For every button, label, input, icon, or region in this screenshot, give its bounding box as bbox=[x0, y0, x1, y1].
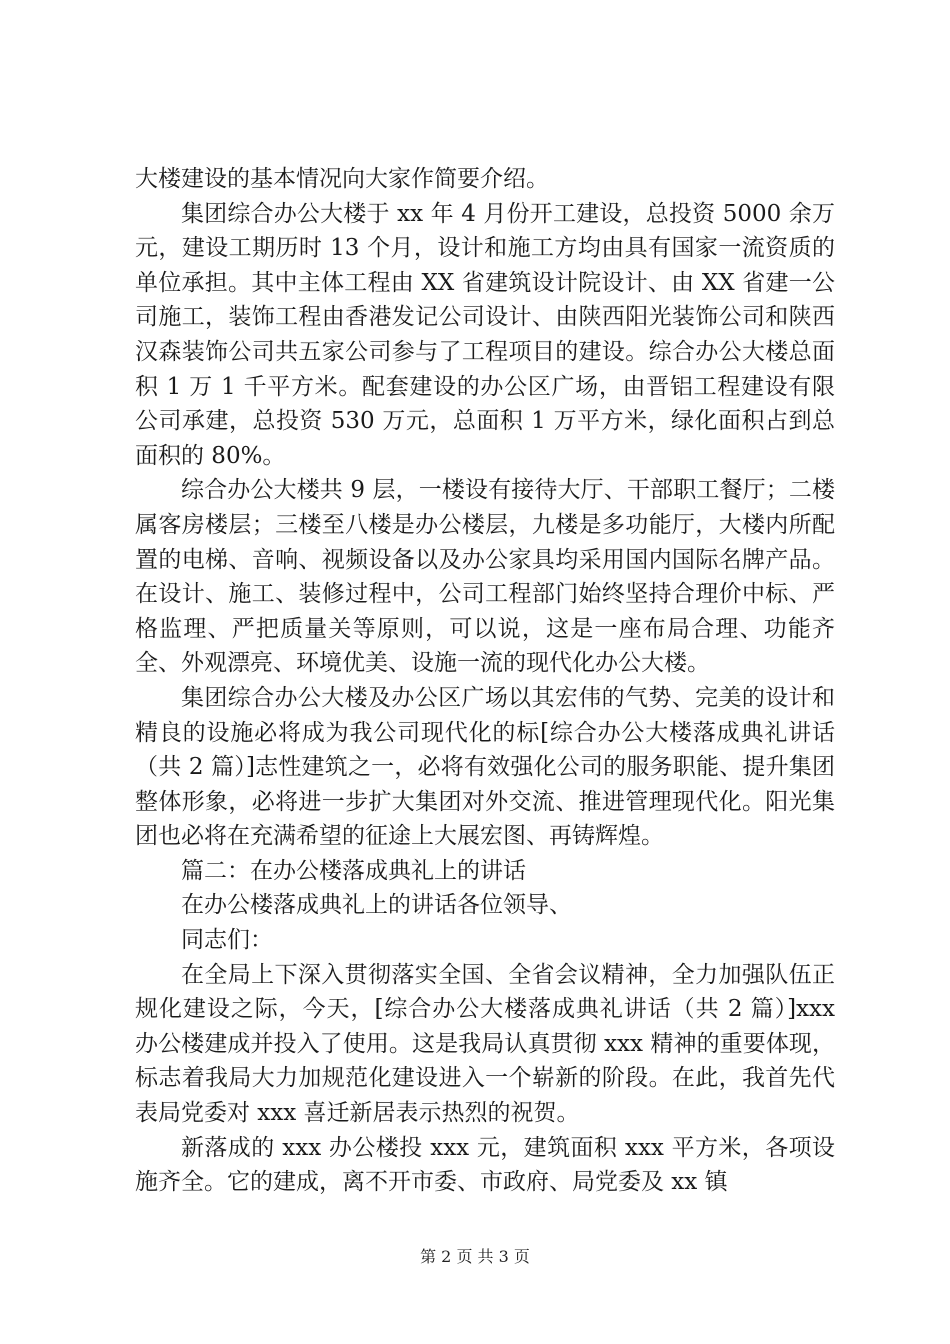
paragraph-1: 大楼建设的基本情况向大家作简要介绍。 bbox=[135, 166, 549, 192]
speech-title-line: 在办公楼落成典礼上的讲话各位领导、 bbox=[181, 892, 572, 919]
page-footer: 第 2 页 共 3 页 bbox=[420, 1247, 530, 1266]
paragraph-4: 集团综合办公大楼及办公区广场以其宏伟的气势、完美的设计和精良的设施必将成为我公司现代化的标[综合办公大楼落成典礼讲话（共 2 篇）]志性建筑之一，必将有效强化公司的服务职能、提升集团整体形象，必将进一步扩大集团对外交流、推进管理现代化。阳光集团也必将在充满希望的征途上大展宏图、再铸辉煌。 bbox=[135, 684, 835, 850]
paragraph-2: 集团综合办公大楼于 xx 年 4 月份开工建设，总投资 5000 余万元，建设工期历时 13 个月，设计和施工方均由具有国家一流资质的单位承担。其中主体工程由 XX 省建筑设计院设计、由 XX 省建一公司施工，装饰工程由香港发记公司设计、由陕西阳光装饰公司和陕西汉森装饰公司共五家公司参与了工程项目的建设。综合办公大楼总面积 1 万 1 千平方米。配套建设的办公区广场，由晋铝工程建设有限公司承建，总投资 530 万元，总面积 1 万平方米，绿化面积占到总面积的 80%。 bbox=[135, 200, 835, 469]
paragraph-3: 综合办公大楼共 9 层，一楼设有接待大厅、干部职工餐厅；二楼属客房楼层；三楼至八楼是办公楼层，九楼是多功能厅，大楼内所配置的电梯、音响、视频设备以及办公家具均采用国内国际名牌产品。在设计、施工、装修过程中，公司工程部门始终坚持合理价中标、严格监理、严把质量关等原则，可以说，这是一座布局合理、功能齐全、外观漂亮、环境优美、设施一流的现代化办公大楼。 bbox=[135, 477, 835, 677]
document-body bbox=[135, 162, 835, 1200]
paragraph-9: 新落成的 xxx 办公楼投 xxx 元，建筑面积 xxx 平方米，各项设施齐全。它的建成，离不开市委、市政府、局党委及 xx 镇 bbox=[135, 1134, 835, 1196]
salutation: 同志们： bbox=[181, 927, 273, 954]
paragraph-8: 在全局上下深入贯彻落实全国、全省会议精神，全力加强队伍正规化建设之际，今天，[综合办公大楼落成典礼讲话（共 2 篇）]xxx 办公楼建成并投入了使用。这是我局认真贯彻 xxx 精神的重要体现，标志着我局大力加规范化建设进入一个崭新的阶段。在此，我首先代表局党委对 xxx 喜迁新居表示热烈的祝贺。 bbox=[135, 961, 835, 1127]
section-heading: 篇二：在办公楼落成典礼上的讲话 bbox=[181, 857, 526, 884]
